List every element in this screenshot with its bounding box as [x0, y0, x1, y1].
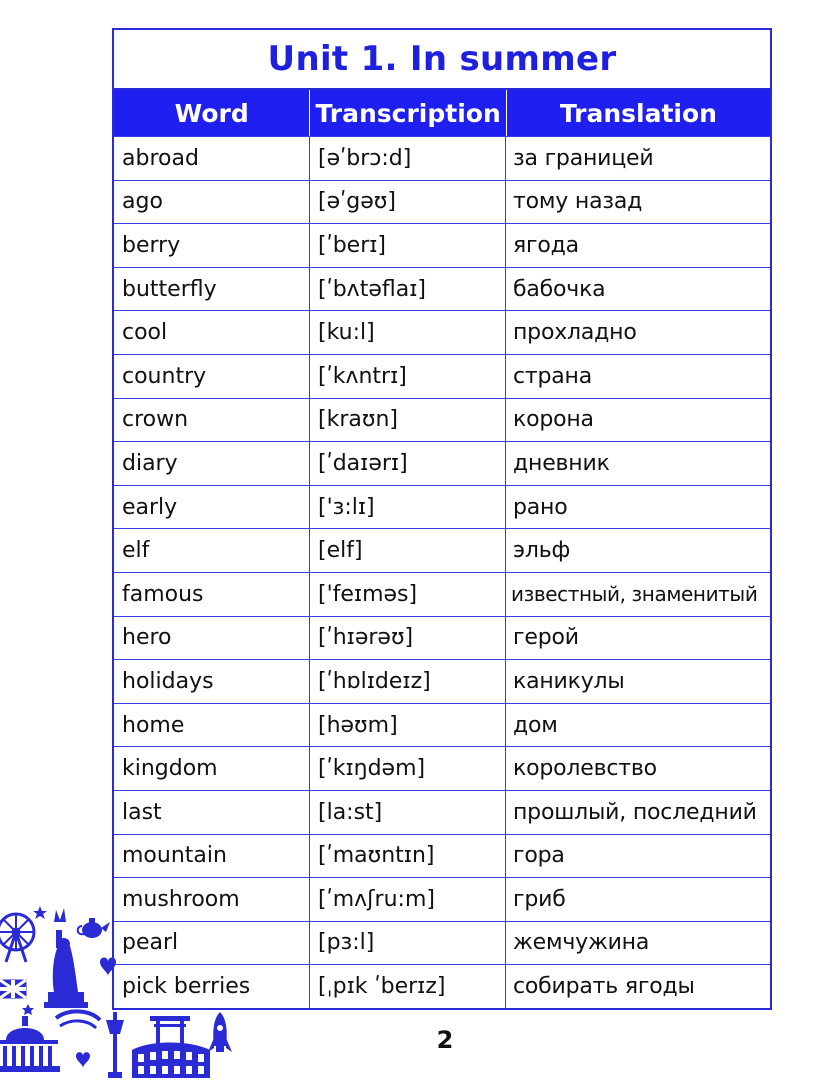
- table-row: [114, 790, 770, 834]
- table-row: [114, 398, 770, 442]
- table-row: [114, 223, 770, 267]
- word-cell: diary: [114, 442, 310, 485]
- translation-cell: рано: [513, 494, 568, 520]
- torii-gate-icon: [150, 1016, 190, 1047]
- uk-flag-icon: [0, 980, 26, 998]
- word-cell: crown: [114, 399, 310, 442]
- translation-cell: королевство: [513, 756, 657, 782]
- transcription-cell: [la:st]: [310, 791, 506, 834]
- transcription-cell: [əʹgəʊ]: [310, 181, 506, 224]
- transcription-cell: [ˌpɪk ʹberɪz]: [310, 965, 506, 1008]
- transcription-cell: [əʹbrɔ:d]: [310, 137, 506, 180]
- word-cell: abroad: [114, 137, 310, 180]
- transcription-cell: [elf]: [310, 529, 506, 572]
- translation-cell: гора: [513, 843, 565, 869]
- word-cell: hero: [114, 617, 310, 660]
- word-cell: country: [114, 355, 310, 398]
- table-header: [114, 90, 770, 136]
- colosseum-icon: [132, 1043, 210, 1079]
- table-row: [114, 267, 770, 311]
- word-cell: pick berries: [114, 965, 310, 1008]
- page-number: 2: [436, 1026, 454, 1054]
- table-row: [114, 310, 770, 354]
- word-cell: holidays: [114, 660, 310, 703]
- word-cell: last: [114, 791, 310, 834]
- transcription-cell: [ʹkɪŋdəm]: [310, 747, 506, 790]
- transcription-cell: ['ɜ:lɪ]: [310, 486, 506, 529]
- translation-cell: ягода: [513, 232, 579, 258]
- transcription-cell: ['feɪməs]: [310, 573, 506, 616]
- word-cell: pearl: [114, 922, 310, 965]
- street-lamp-icon: [106, 1012, 124, 1078]
- table-row: [114, 659, 770, 703]
- table-row: [114, 703, 770, 747]
- transcription-cell: [ʹdaɪərɪ]: [310, 442, 506, 485]
- table-row: [114, 616, 770, 660]
- transcription-cell: [ku:l]: [310, 311, 506, 354]
- word-cell: mushroom: [114, 878, 310, 921]
- table-row: [114, 834, 770, 878]
- table-row: [114, 136, 770, 180]
- rocket-icon: [208, 1012, 232, 1052]
- translation-cell: гриб: [513, 886, 566, 912]
- transcription-cell: [həʊm]: [310, 704, 506, 747]
- word-cell: berry: [114, 224, 310, 267]
- translation-cell: бабочка: [513, 276, 606, 302]
- capitol-building-icon: [0, 1016, 60, 1072]
- transcription-cell: [ʹberɪ]: [310, 224, 506, 267]
- word-cell: cool: [114, 311, 310, 354]
- translation-cell: прохладно: [513, 320, 637, 346]
- transcription-cell: [ʹmʌʃru:m]: [310, 878, 506, 921]
- table-row: [114, 441, 770, 485]
- heart-icon: [100, 958, 116, 977]
- unit-title: Unit 1. In summer: [114, 30, 770, 90]
- translation-cell: дом: [513, 712, 558, 738]
- statue-of-liberty-icon: [44, 908, 88, 1008]
- translation-cell: герой: [513, 625, 579, 651]
- translation-cell: страна: [513, 363, 593, 389]
- table-row: [114, 354, 770, 398]
- teapot-icon: [78, 918, 110, 938]
- transcription-cell: [pɜ:l]: [310, 922, 506, 965]
- translation-cell: жемчужина: [513, 930, 650, 956]
- translation-cell: эльф: [513, 538, 571, 564]
- word-cell: butterfly: [114, 268, 310, 311]
- transcription-cell: [ʹmaʊntɪn]: [310, 835, 506, 878]
- transcription-cell: [ʹhɪərəʊ]: [310, 617, 506, 660]
- translation-cell: корона: [513, 407, 594, 433]
- ferris-wheel-icon: [0, 914, 34, 962]
- transcription-cell: [ʹkʌntrɪ]: [310, 355, 506, 398]
- word-cell: ago: [114, 181, 310, 224]
- table-row: [114, 746, 770, 790]
- word-cell: elf: [114, 529, 310, 572]
- table-row: [114, 485, 770, 529]
- word-cell: early: [114, 486, 310, 529]
- travel-landmarks-decoration: [0, 900, 240, 1080]
- table-row: [114, 572, 770, 616]
- table-row: [114, 528, 770, 572]
- transcription-cell: [ʹbʌtəflaɪ]: [310, 268, 506, 311]
- translation-cell: тому назад: [513, 189, 643, 215]
- header-transcription: Transcription: [310, 90, 506, 136]
- translation-cell: собирать ягоды: [513, 974, 695, 1000]
- word-cell: home: [114, 704, 310, 747]
- translation-cell: прошлый, последний: [513, 799, 757, 825]
- header-word: Word: [114, 90, 310, 136]
- header-translation: Translation: [559, 98, 717, 128]
- table-row: [114, 180, 770, 224]
- transcription-cell: [kraʊn]: [310, 399, 506, 442]
- translation-cell: дневник: [513, 450, 610, 476]
- word-cell: kingdom: [114, 747, 310, 790]
- table-body: [114, 136, 770, 1008]
- vocabulary-table: [112, 28, 772, 1010]
- translation-cell: за границей: [513, 145, 654, 171]
- word-cell: famous: [114, 573, 310, 616]
- translation-cell: каникулы: [513, 668, 625, 694]
- transcription-cell: [ʹhɒlɪdeɪz]: [310, 660, 506, 703]
- word-cell: mountain: [114, 835, 310, 878]
- translation-cell: известный, знаменитый: [511, 582, 758, 607]
